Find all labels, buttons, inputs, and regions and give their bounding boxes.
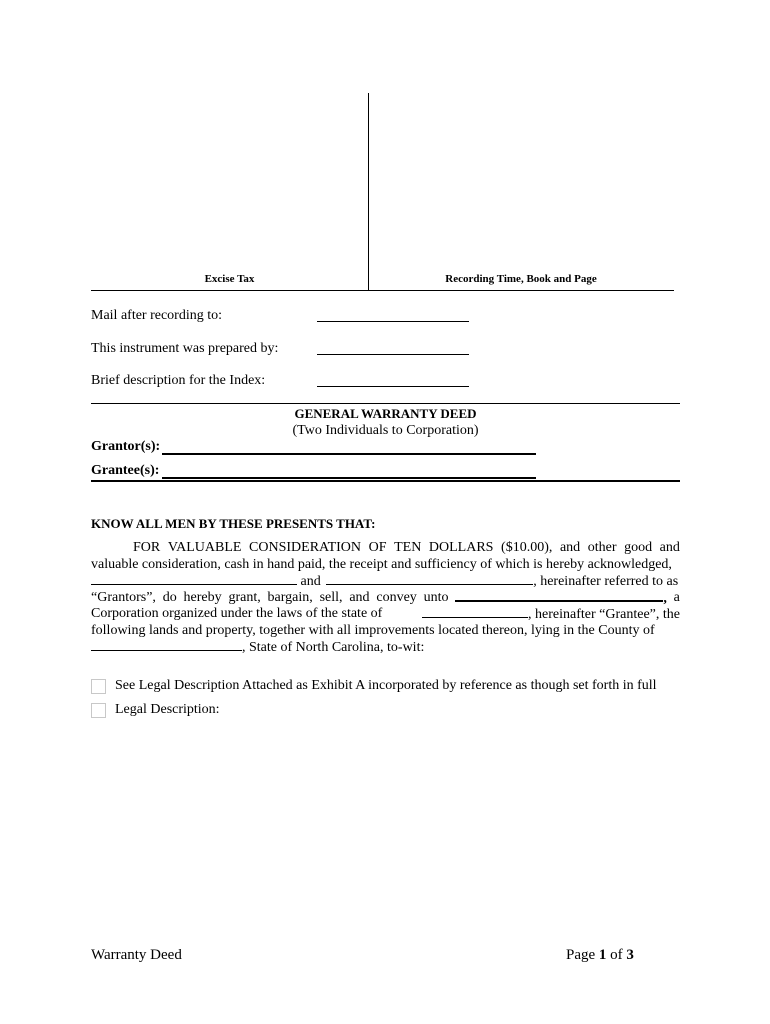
paragraph-line-3 <box>91 573 680 591</box>
state-nc-text: , State of North Carolina, to-wit: <box>242 640 425 655</box>
page-of: of <box>610 947 623 963</box>
grantee-label: Grantee(s): <box>91 463 160 478</box>
prepared-by-field[interactable] <box>317 354 469 355</box>
grantor-name-field-2[interactable] <box>326 573 533 585</box>
mail-after-field[interactable] <box>317 321 469 322</box>
prepared-by-label: This instrument was prepared by: <box>91 341 279 356</box>
state-lead-text: Corporation organized under the laws of the state of <box>91 606 383 621</box>
header-divider-horizontal <box>91 290 674 291</box>
county-field[interactable] <box>91 639 242 651</box>
line1-word: FOR <box>133 540 161 555</box>
legal-description-option[interactable] <box>91 702 220 718</box>
header-divider-vertical <box>368 93 369 290</box>
mail-after-label: Mail after recording to: <box>91 308 223 323</box>
line4-word: do <box>162 589 177 605</box>
state-field[interactable] <box>422 606 528 618</box>
grantor-label: Grantor(s): <box>91 439 161 454</box>
line4-word: hereby <box>183 589 222 605</box>
exhibit-checkbox[interactable] <box>91 679 106 694</box>
line1-word: CONSIDERATION <box>249 540 362 555</box>
line4-word: bargain, <box>267 589 313 605</box>
page-total: 3 <box>626 947 634 963</box>
paragraph-line-4 <box>91 590 680 608</box>
line4-word: sell, <box>319 589 343 605</box>
page-prefix: Page <box>566 947 596 963</box>
line4-word: unto <box>423 589 449 605</box>
line4-word: and <box>349 589 370 605</box>
grantee-name-field[interactable] <box>455 590 663 602</box>
know-all-men-heading: KNOW ALL MEN BY THESE PRESENTS THAT: <box>91 516 376 531</box>
line4-word: grant, <box>228 589 261 605</box>
footer-doc-title: Warranty Deed <box>91 947 182 963</box>
line1-word: OF <box>368 540 387 555</box>
paragraph-line-5 <box>91 606 680 624</box>
deed-subtitle: (Two Individuals to Corporation) <box>292 423 479 438</box>
brief-description-field[interactable] <box>317 386 469 387</box>
page-current: 1 <box>598 947 607 963</box>
line1-word: good <box>624 540 653 555</box>
referred-text: , hereinafter referred to as <box>533 574 679 589</box>
legal-description-checkbox[interactable] <box>91 703 106 718</box>
line1-word: VALUABLE <box>167 540 242 555</box>
recording-label: Recording Time, Book and Page <box>445 273 597 285</box>
brief-description-label: Brief description for the Index: <box>91 373 266 388</box>
line4-word: “Grantors”, <box>91 589 156 605</box>
grantor-name-field-1[interactable] <box>91 573 297 585</box>
line1-word: ($10.00), <box>501 540 553 555</box>
paragraph-line-2: valuable consideration, cash in hand paid, the receipt and sufficiency of which is hereby acknowledged, <box>91 556 672 572</box>
line1-word: TEN <box>394 540 422 555</box>
deed-title: GENERAL WARRANTY DEED <box>294 406 477 421</box>
line1-word: other <box>587 540 617 555</box>
parties-divider <box>91 480 680 482</box>
grantee-name-group <box>455 590 667 608</box>
grantor-field[interactable] <box>162 453 536 455</box>
grantee-field[interactable] <box>162 477 536 479</box>
exhibit-label: See Legal Description Attached as Exhibit A incorporated by reference as though set forth in full <box>115 678 657 693</box>
grantee-comma: , <box>663 590 667 606</box>
paragraph-line-6: following lands and property, together with all improvements located thereon, lying in the County of <box>91 622 655 638</box>
footer-page-number <box>566 947 634 964</box>
line1-word: and <box>559 540 581 555</box>
line1-word: DOLLARS <box>428 540 494 555</box>
paragraph-line-1 <box>91 540 680 557</box>
line1-word: and <box>659 540 680 555</box>
excise-tax-label: Excise Tax <box>204 273 255 285</box>
line4-word: convey <box>376 589 417 605</box>
legal-description-label: Legal Description: <box>115 702 220 717</box>
line4-article: a <box>673 589 680 605</box>
and-text: and <box>300 574 321 589</box>
section-divider <box>91 403 680 404</box>
grantee-lead-text: , hereinafter “Grantee”, the <box>528 607 680 622</box>
exhibit-option[interactable] <box>91 678 657 694</box>
paragraph-line-7 <box>91 639 680 657</box>
